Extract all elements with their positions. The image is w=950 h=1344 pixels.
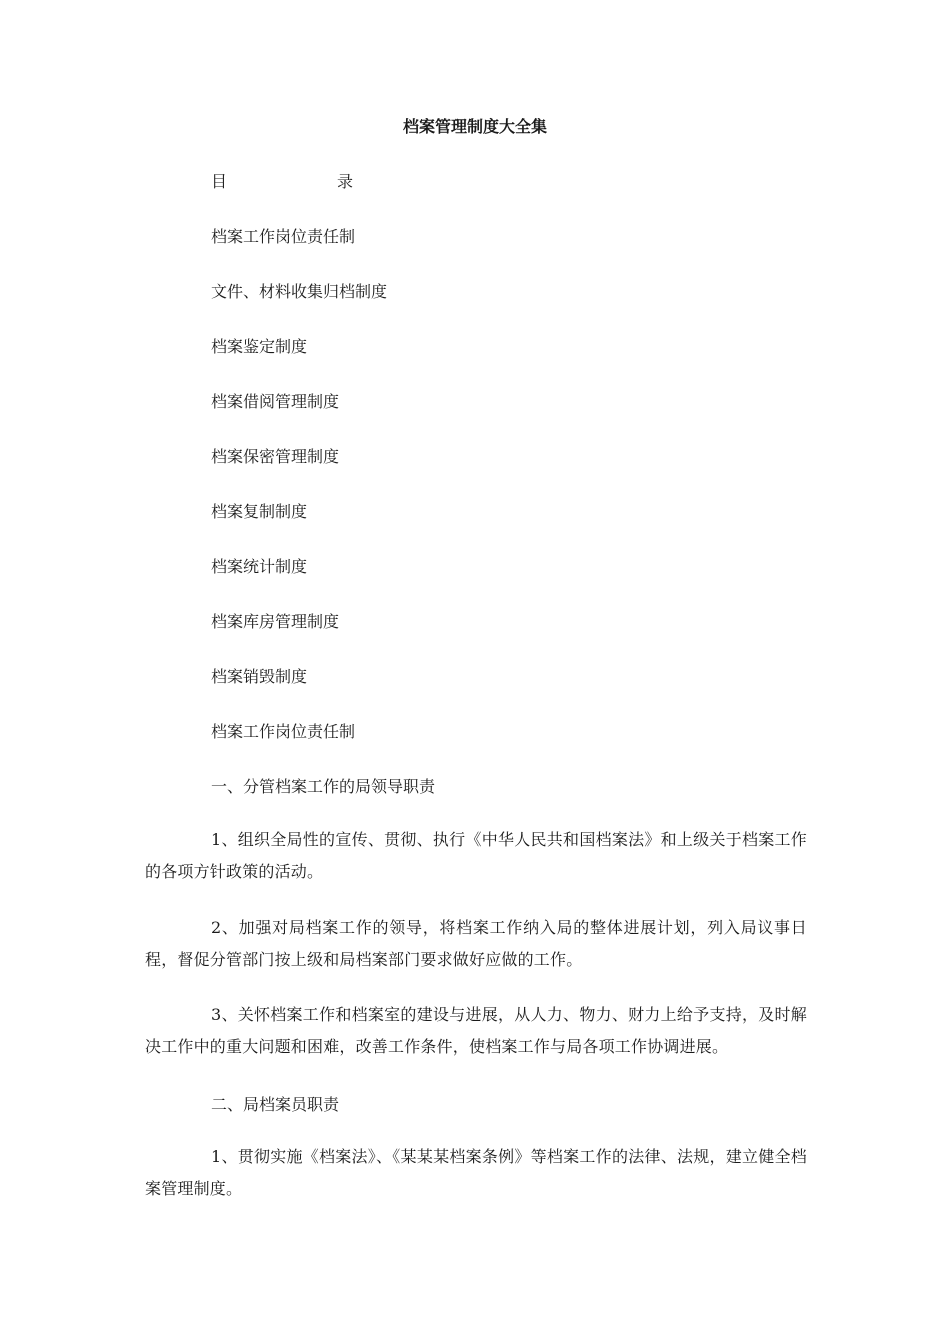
part1-heading: 一、分管档案工作的局领导职责 bbox=[211, 777, 436, 796]
toc-item: 档案保密管理制度 bbox=[211, 447, 340, 466]
toc-heading bbox=[211, 171, 353, 193]
toc-item: 档案鉴定制度 bbox=[211, 337, 308, 356]
toc-item: 文件、材料收集归档制度 bbox=[211, 282, 388, 301]
part1-paragraph-2: 2、加强对局档案工作的领导，将档案工作纳入局的整体进展计划，列入局议事日程，督促分管部门按上级和局档案部门要求做好应做的工作。 bbox=[145, 918, 807, 969]
toc-heading-char-1: 目 bbox=[211, 172, 228, 191]
toc-item: 档案工作岗位责任制 bbox=[211, 227, 356, 246]
toc-item: 档案复制制度 bbox=[211, 502, 308, 521]
section-title: 档案工作岗位责任制 bbox=[211, 722, 356, 741]
part2-heading: 二、局档案员职责 bbox=[211, 1095, 340, 1114]
toc-heading-char-2: 录 bbox=[337, 172, 354, 191]
toc-item: 档案库房管理制度 bbox=[211, 612, 340, 631]
document-title: 档案管理制度大全集 bbox=[402, 117, 547, 136]
toc-item: 档案销毁制度 bbox=[211, 667, 308, 686]
part1-paragraph-1: 1、组织全局性的宣传、贯彻、执行《中华人民共和国档案法》和上级关于档案工作的各项方针政策的活动。 bbox=[145, 830, 807, 881]
toc-item: 档案统计制度 bbox=[211, 557, 308, 576]
part1-paragraph-3: 3、关怀档案工作和档案室的建设与进展，从人力、物力、财力上给予支持，及时解决工作中的重大问题和困难，改善工作条件，使档案工作与局各项工作协调进展。 bbox=[145, 1005, 807, 1056]
toc-item: 档案借阅管理制度 bbox=[211, 392, 340, 411]
part2-paragraph-1: 1、贯彻实施《档案法》、《某某某档案条例》等档案工作的法律、法规，建立健全档案管理制度。 bbox=[145, 1147, 807, 1198]
